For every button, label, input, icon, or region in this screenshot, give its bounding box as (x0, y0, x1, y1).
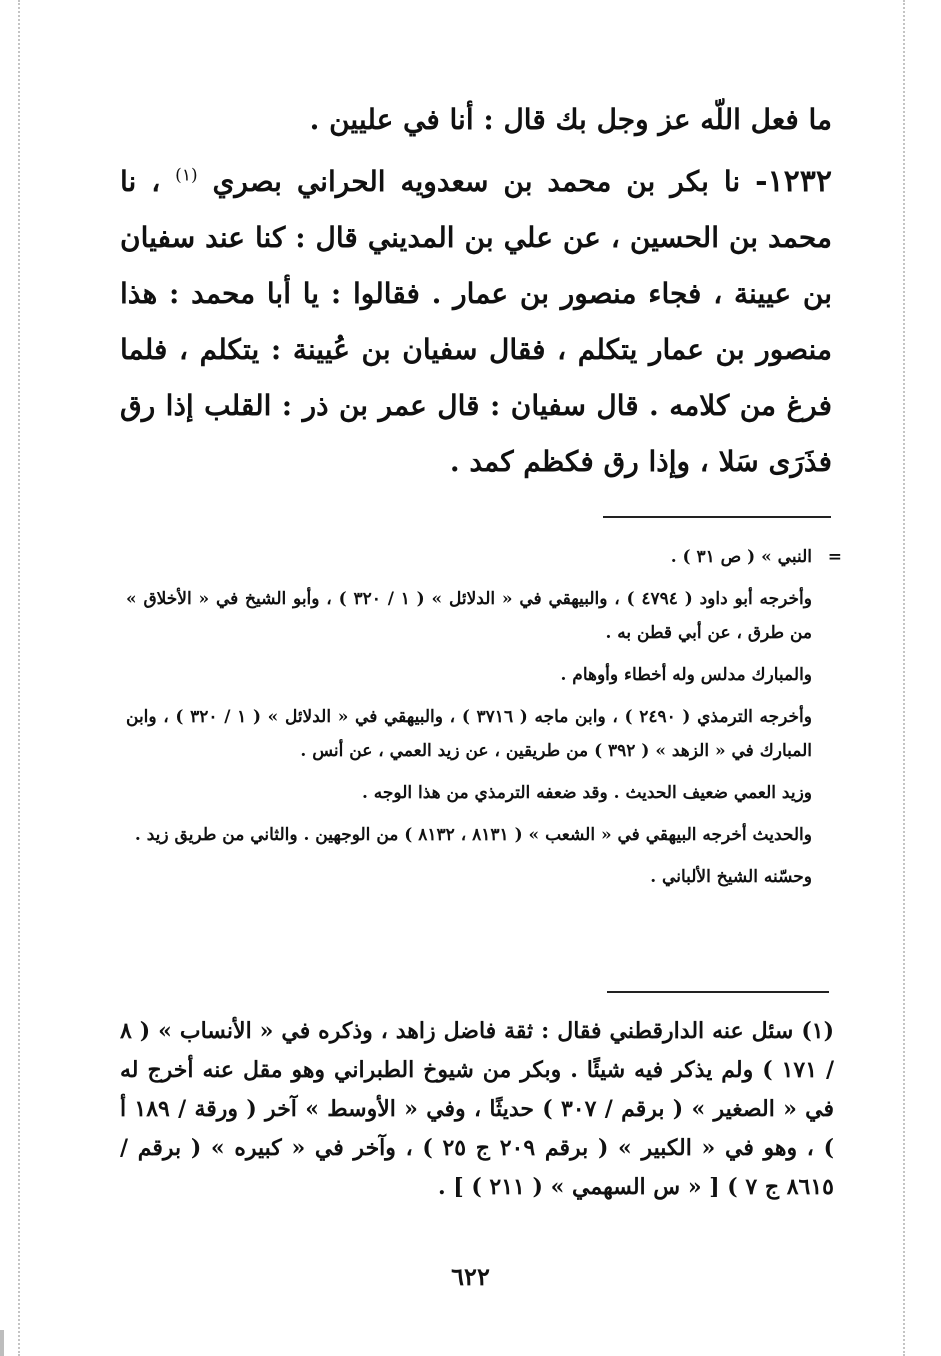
note-line: وأخرجه أبو داود ( ٤٧٩٤ ) ، والبيهقي في « الدلائل » ( ١ / ٣٢٠ ) ، وأبو الشيخ في « الأخلاق » من طرق ، عن أبي قطن به . (126, 589, 812, 643)
hadith-text: ، نا محمد بن الحسين ، عن علي بن المديني قال : كنا عند سفيان بن عيينة ، فجاء منصور بن عمار . فقالوا : يا أبا محمد : هذا منصور بن عمار يتكلم ، فقال سفيان بن عُيينة : يتكلم ، فلما فرغ من كلامه . قال سفيان : قال عمر بن ذر : القلب إذا رق فذَرَى سَلا ، وإذا رق فكظم كمد . (120, 165, 832, 478)
note-line: والحديث أخرجه البيهقي في « الشعب » ( ٨١٣١ ، ٨١٣٢ ) من الوجهين . والثاني من طريق زيد . (134, 825, 812, 845)
note-line: وزيد العمي ضعيف الحديث . وقد ضعفه الترمذي من هذا الوجه . (361, 783, 812, 803)
main-line-0: ما فعل اللّه عز وجل بك قال : أنا في عليين . (309, 103, 832, 136)
note-line: وأخرجه الترمذي ( ٢٤٩٠ ) ، وابن ماجه ( ٣٧١٦ ) ، والبيهقي في « الدلائل » ( ١ / ٣٢٠ ) ، وابن المبارك في « الزهد » ( ٣٩٢ ) من طريقين ، عن زيد العمي ، عن أنس . (126, 707, 812, 761)
note-line: وحسّنه الشيخ الألباني . (650, 867, 812, 887)
continuation-marker: = (827, 547, 842, 567)
footnote-section (120, 1012, 834, 1207)
separator-rule-bottom (607, 991, 829, 993)
note-line: النبي » ( ص ٣١ ) . (670, 547, 812, 567)
right-dotted-guide (903, 0, 905, 1356)
footnote-reference: (١) (175, 165, 198, 186)
page-number: ٦٢٢ (451, 1262, 490, 1291)
hadith-isnad-start: نا بكر بن محمد بن سعدويه الحراني بصري (212, 165, 741, 198)
continued-notes (126, 540, 842, 902)
note-line: والمبارك مدلس وله أخطاء وأوهام . (560, 665, 812, 685)
crop-mark (0, 1330, 4, 1356)
hadith-number: ١٢٣٢- (755, 164, 832, 199)
main-text (120, 92, 832, 490)
separator-rule-top (603, 516, 831, 518)
hadith-paragraph (120, 154, 832, 490)
footnote-1: (١) سئل عنه الدارقطني فقال : ثقة فاضل زاهد ، وذكره في « الأنساب » ( ٨ / ١٧١ ) ولم يذكر فيه شيئًا . وبكر من شيوخ الطبراني وهو مقل عنه أخرج له في « الصغير » ( برقم / ٣٠٧ ) حديثًا ، وفي « الأوسط » آخر ( ورقة / ١٨٩ أ ) ، وهو في « الكبير » ( برقم ٢٠٩ ج ٢٥ ) ، وآخر في « كبيره » ( برقم / ٨٦١٥ ج ٧ ) [ « س السهمي » ( ٢١١ ) ] . (120, 1018, 835, 1200)
left-dotted-guide (18, 0, 20, 1356)
